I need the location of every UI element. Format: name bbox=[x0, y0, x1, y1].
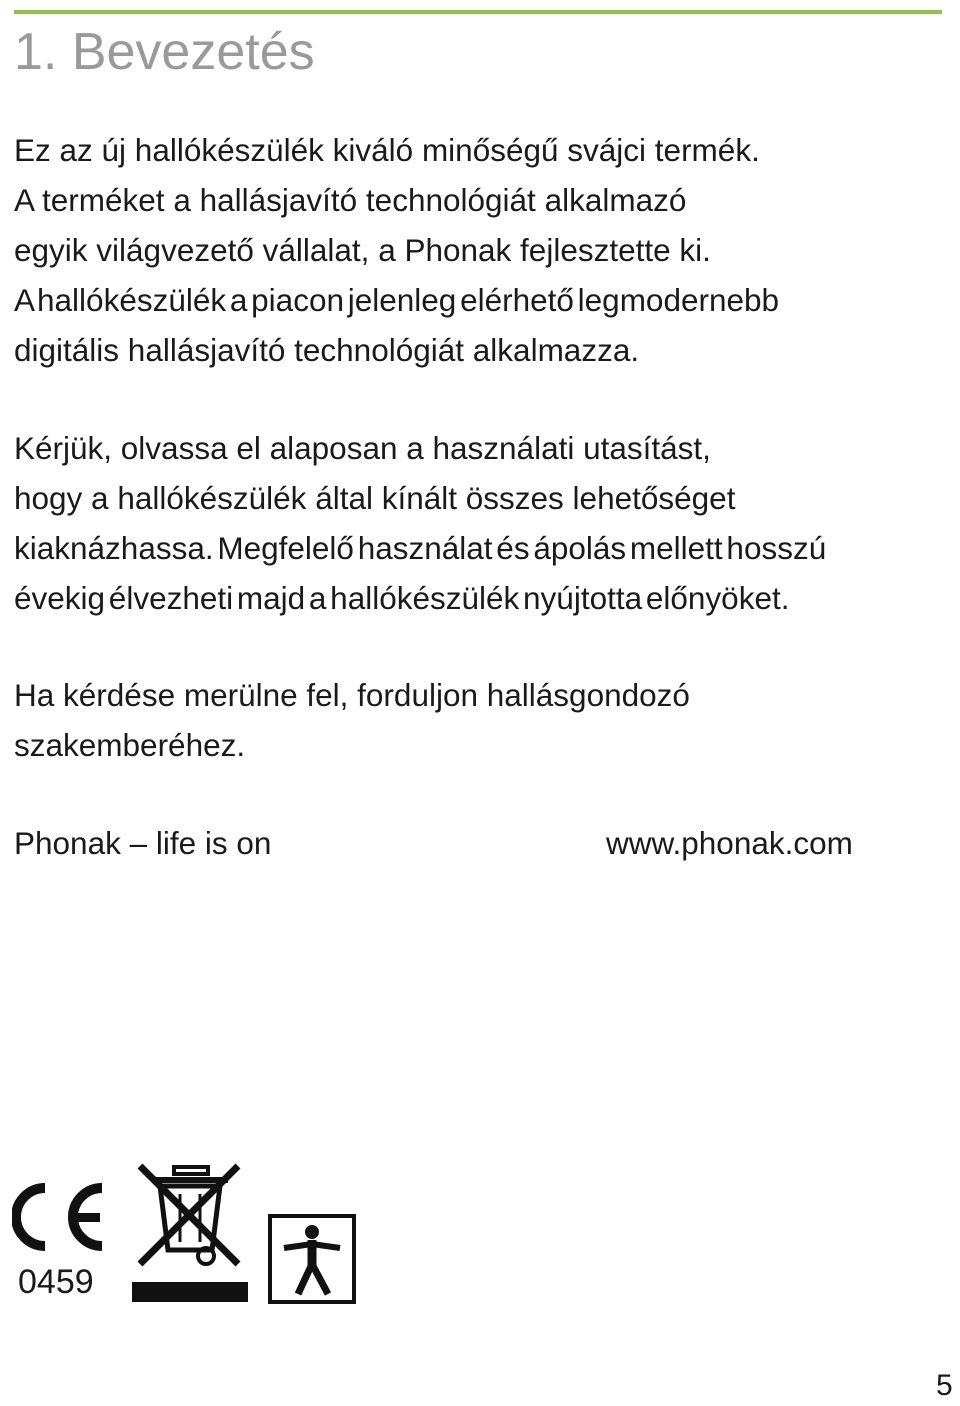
paragraph-line: Kérjük, olvassa el alaposan a használati utasítást, bbox=[14, 430, 711, 466]
top-accent-rule bbox=[14, 10, 942, 14]
paragraph-line: egyik világvezető vállalat, a Phonak fejlesztette ki. bbox=[14, 232, 711, 268]
paragraph-line: A terméket a hallásjavító technológiát alkalmazó bbox=[14, 182, 687, 218]
paragraph-line: évekig élvezheti majd a hallókészülék nyújtotta előnyöket. bbox=[14, 580, 790, 616]
paragraph-line: szakemberéhez. bbox=[14, 727, 246, 763]
section-heading: 1. Bevezetés bbox=[14, 23, 315, 81]
paragraph-line: Ha kérdése merülne fel, forduljon hallásgondozó bbox=[14, 677, 690, 713]
paragraph-line: kiaknázhassa. Megfelelő használat és ápolás mellett hosszú bbox=[14, 530, 827, 566]
website-link[interactable]: www.phonak.com bbox=[606, 825, 853, 861]
notified-body-number: 0459 bbox=[18, 1263, 94, 1301]
ce-mark-icon bbox=[12, 1182, 108, 1252]
crossed-out-wheelie-bin-icon bbox=[130, 1162, 250, 1304]
contact-paragraph bbox=[14, 670, 944, 770]
paragraph-line: Ez az új hallókészülék kiváló minőségű svájci termék. bbox=[14, 132, 760, 168]
instructions-paragraph bbox=[14, 423, 944, 623]
type-b-applied-part-icon bbox=[268, 1214, 356, 1304]
page-number: 5 bbox=[936, 1369, 953, 1402]
paragraph-line: hogy a hallókészülék által kínált összes lehetőséget bbox=[14, 480, 736, 516]
paragraph-line: A hallókészülék a piacon jelenleg elérhető legmodernebb bbox=[14, 282, 780, 318]
intro-paragraph bbox=[14, 125, 944, 375]
brand-tagline: Phonak – life is on bbox=[14, 825, 272, 861]
paragraph-line: digitális hallásjavító technológiát alkalmazza. bbox=[14, 332, 640, 368]
